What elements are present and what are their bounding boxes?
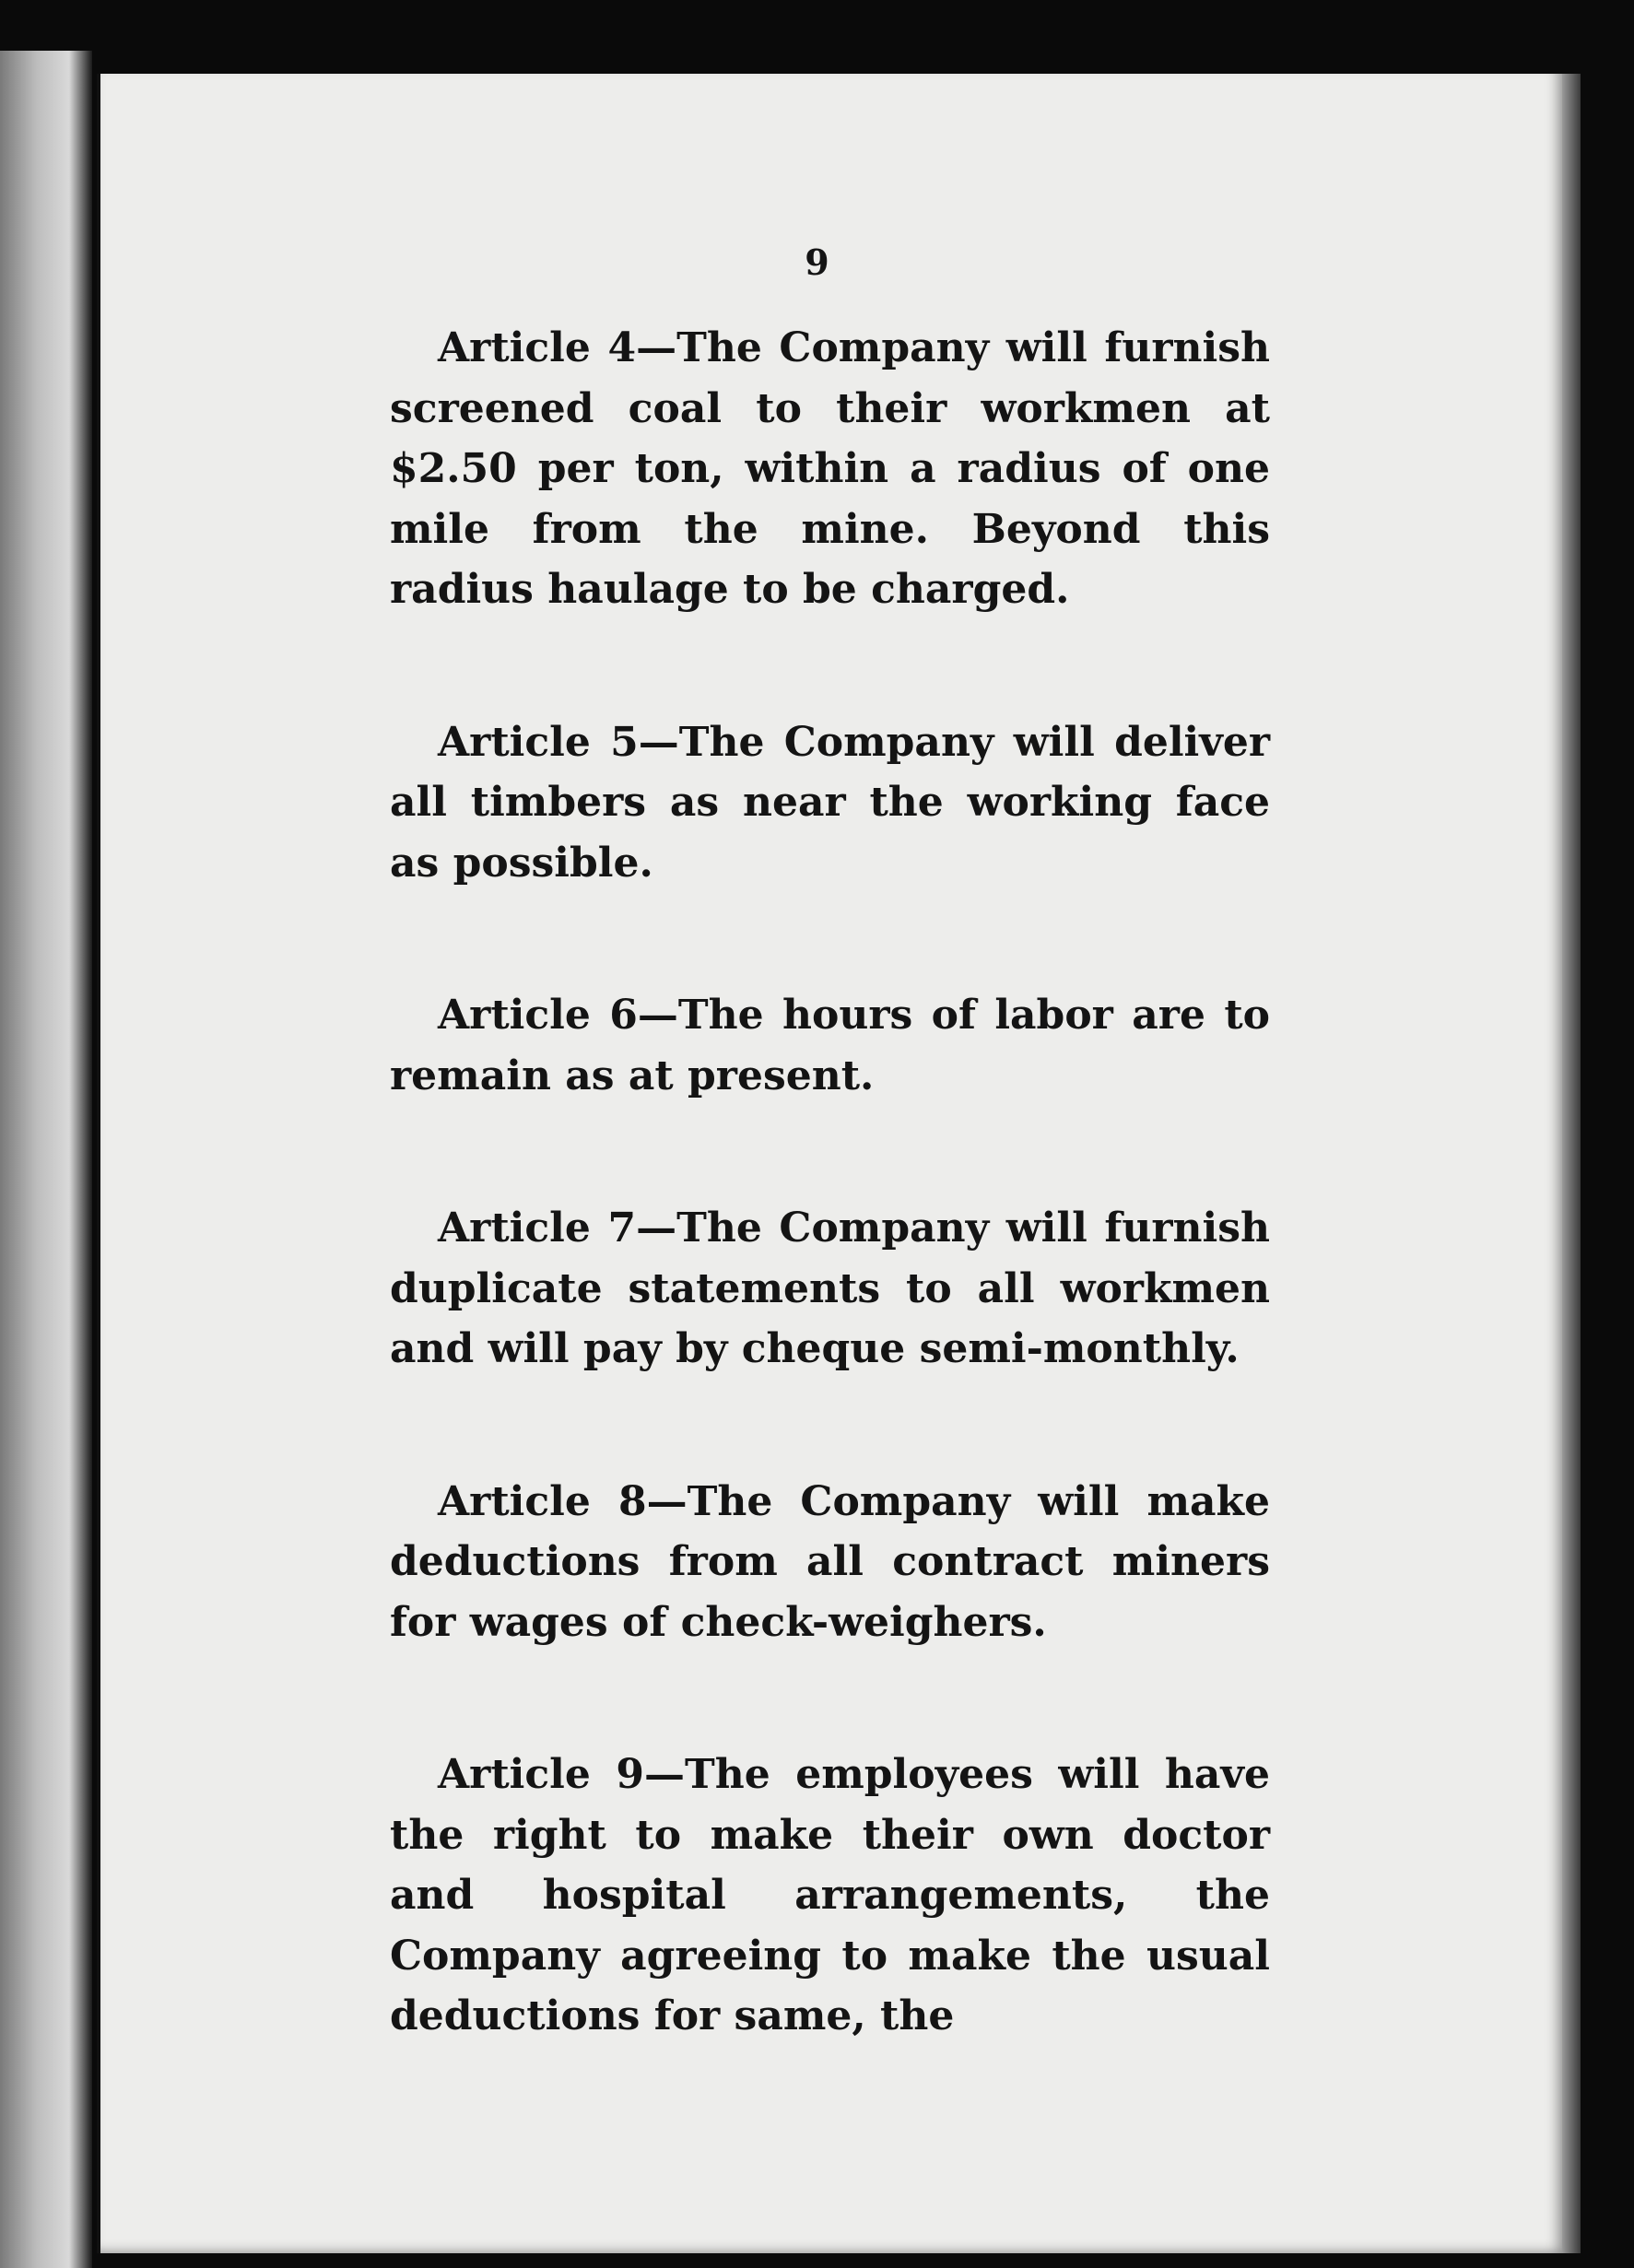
article-7: Article 7—The Company will furnish duplicate statements to all workmen and will pay by cheque semi-monthly. bbox=[390, 1205, 1270, 1372]
article-4: Article 4—The Company will furnish screened coal to their workmen at $2.50 per ton, within a radius of one mile from the mine. Beyond this radius haulage to be charged. bbox=[390, 324, 1270, 613]
article-8: Article 8—The Company will make deductions from all contract miners for wages of check-weighers. bbox=[390, 1477, 1270, 1646]
left-page-edge bbox=[0, 51, 92, 2268]
right-binding-edge bbox=[1562, 74, 1581, 2253]
article-9: Article 9—The employees will have the right to make their own doctor and hospital arrangements, the Company agreeing to make the usual deductions for same, the bbox=[390, 1751, 1270, 2039]
document-body bbox=[390, 318, 1270, 2047]
page-number: 9 bbox=[805, 241, 829, 283]
article-5: Article 5—The Company will deliver all timbers as near the working face as possible. bbox=[390, 718, 1270, 887]
article-6: Article 6—The hours of labor are to remain as at present. bbox=[390, 992, 1270, 1099]
